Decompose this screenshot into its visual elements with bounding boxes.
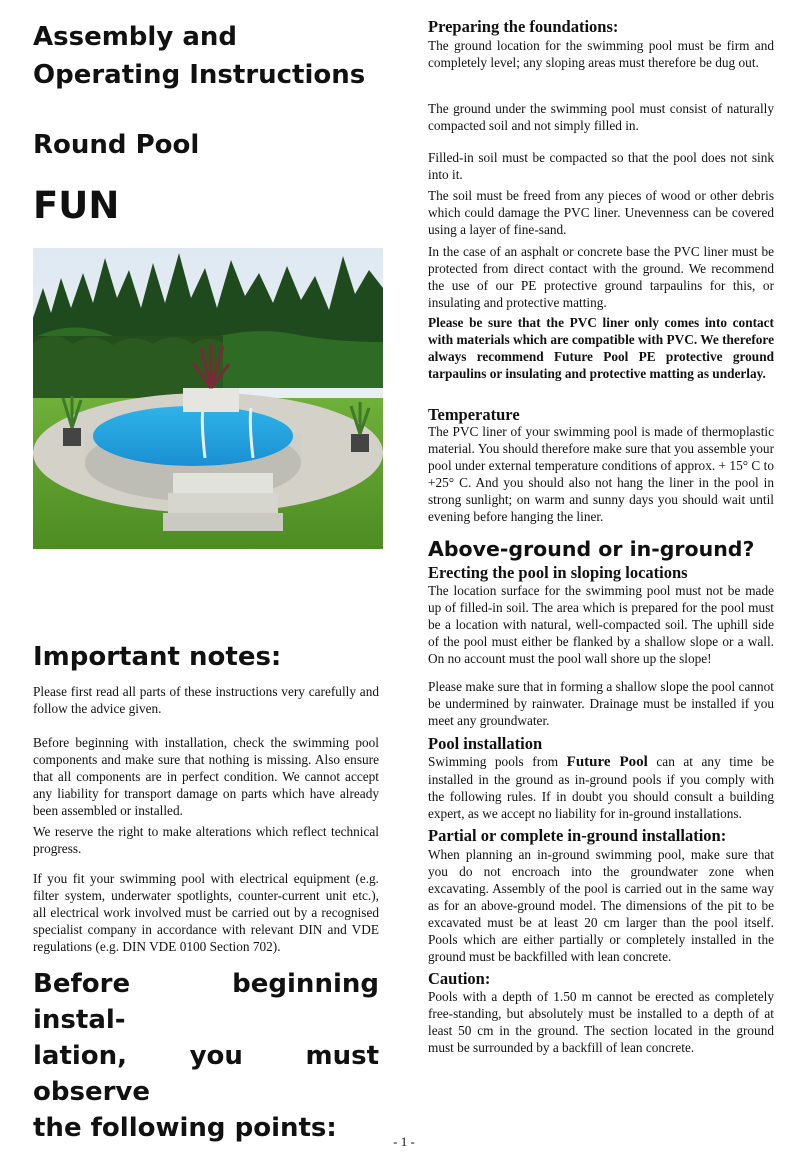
caution-paragraph: Pools with a depth of 1.50 m cannot be erected as completely free-standing, but absolutely must be installed to a depth of at least 50 cm in the ground. The section located in the ground must be surrounded by a backfill of lean concrete. — [428, 989, 774, 1055]
above-ground-heading: Above-ground or in-ground? — [428, 537, 755, 561]
pool-installation-heading: Pool installation — [428, 734, 543, 753]
before-installation-heading — [33, 966, 379, 1146]
pool-installation-paragraph — [428, 753, 774, 822]
foundations-paragraph: In the case of an asphalt or concrete base the PVC liner must be protected from direct contact with the ground. We recommend the use of our PE protective ground tarpaulins for this, or insulating and protective matting. — [428, 244, 774, 310]
important-notes-heading: Important notes: — [33, 642, 282, 672]
temperature-paragraph: The PVC liner of your swimming pool is made of thermoplastic material. You should therefore make sure that you assemble your pool under external temperature conditions of approx. + 15° C to +25° C. And you should also not hang the liner in the pool in strong sunlight; on warm and sunny days you should wait until evening before hanging the liner. — [428, 424, 774, 524]
install-text-post: can at any time be installed in the ground as in-ground pools if you comply with the following rules. If in doubt you should consult a building expert, as we accept no liability for in-ground installations. — [428, 754, 774, 821]
note-paragraph: Please first read all parts of these instructions very carefully and follow the advice given. — [33, 684, 379, 716]
title-line-2: Operating Instructions — [33, 60, 366, 90]
note-paragraph: If you fit your swimming pool with electrical equipment (e.g. filter system, underwater spotlights, counter-current unit etc.), all electrical work involved must be carried out by a recognised specialist company in accordance with relevant DIN and VDE regulations (e.g. DIN VDE 0100 Section 702). — [33, 871, 379, 954]
document-title — [33, 18, 379, 94]
before-heading-line-1: Before beginning instal- — [33, 969, 379, 1035]
before-heading-line-2: lation, you must observe — [33, 1041, 379, 1107]
partial-installation-heading: Partial or complete in-ground installation: — [428, 826, 727, 845]
sloping-heading: Erecting the pool in sloping locations — [428, 563, 688, 582]
sloping-paragraph: The location surface for the swimming pool must not be made up of filled-in soil. The area which is prepared for the pool must be a location with natural, well-compacted soil. The uphill side of the pool must either be flanked by a shallow slope or a wall. On no account must the pool wall shore up the slope! — [428, 583, 774, 666]
foundations-paragraph: The ground location for the swimming pool must be firm and completely level; any sloping areas must therefore be dug out. — [428, 38, 774, 70]
brand-name: Future Pool — [566, 754, 648, 770]
product-subtitle: Round Pool — [33, 130, 200, 160]
page-number: - 1 - — [393, 1134, 415, 1149]
foundations-paragraph: The soil must be freed from any pieces of wood or other debris which could damage the PVC liner. Unevenness can be covered using a layer of fine-sand. — [428, 188, 774, 237]
sloping-paragraph: Please make sure that in forming a shallow slope the pool cannot be undermined by rainwater. Drainage must be installed if you meet any groundwater. — [428, 679, 774, 728]
foundations-warning: Please be sure that the PVC liner only comes into contact with materials which are compatible with PVC. We therefore always recommend Future Pool PE protective ground tarpaulins or insulating and protective matting as underlay. — [428, 315, 774, 381]
title-line-1: Assembly and — [33, 22, 237, 52]
temperature-heading: Temperature — [428, 405, 520, 424]
foundations-paragraph: Filled-in soil must be compacted so that the pool does not sink into it. — [428, 150, 774, 182]
foundations-paragraph: The ground under the swimming pool must consist of naturally compacted soil and not simply filled in. — [428, 101, 774, 133]
foundations-heading: Preparing the foundations: — [428, 17, 619, 36]
product-model: FUN — [33, 184, 120, 227]
before-heading-line-3: the following points: — [33, 1113, 337, 1143]
caution-heading: Caution: — [428, 969, 491, 988]
pool-photo — [33, 248, 383, 549]
partial-installation-paragraph: When planning an in-ground swimming pool, make sure that you do not encroach into the groundwater zone when excavating. Assembly of the pool is carried out in the same way as for an above-ground model. The dimensions of the pit to be excavated must be at least 20 cm larger than the pool itself. Pools which are either partially or completely installed in the ground must be backfilled with lean concrete. — [428, 847, 774, 964]
note-paragraph: Before beginning with installation, check the swimming pool components and make sure that nothing is missing. Also ensure that all components are in perfect condition. We cannot accept any liability for transport damage on parts which have already been assembled or installed. — [33, 735, 379, 818]
install-text-pre: Swimming pools from — [428, 754, 567, 769]
note-paragraph: We reserve the right to make alterations which reflect technical progress. — [33, 824, 379, 856]
